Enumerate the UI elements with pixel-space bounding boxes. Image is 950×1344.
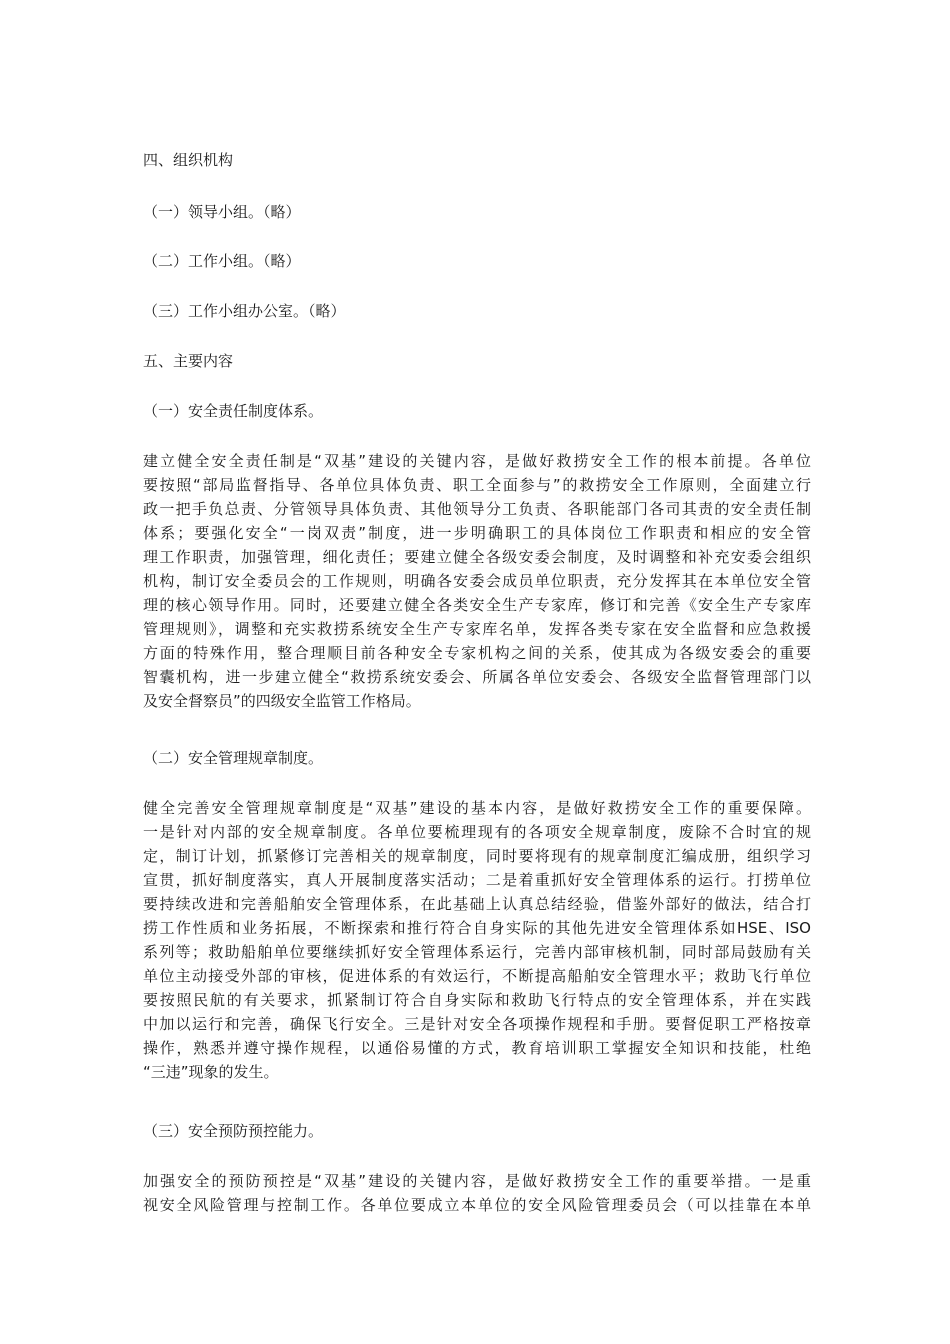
paragraph-line: 健全完善安全管理规章制度是“双基”建设的基本内容，是做好救捞安全工作的重要保障。: [143, 799, 811, 817]
paragraph-line: 政一把手负总责、分管领导具体负责、其他领导分工负责、各职能部门各司其责的安全责任制: [143, 500, 811, 518]
subheading-prevention-control: （三）安全预防预控能力。: [143, 1122, 324, 1140]
paragraph-line: “三违”现象的发生。: [143, 1063, 279, 1081]
paragraph-line: 理的核心领导作用。同时，还要建立健全各类安全生产专家库，修订和完善《安全生产专家库: [143, 596, 811, 614]
paragraph-line: 建立健全安全责任制是“双基”建设的关键内容，是做好救捞安全工作的根本前提。各单位: [143, 452, 811, 470]
subheading-working-group-office: （三）工作小组办公室。（略）: [143, 302, 346, 320]
paragraph-line: 定，制订计划，抓紧修订完善相关的规章制度，同时要将现有的规章制度汇编成册，组织学习: [143, 847, 811, 865]
paragraph-safety-regulations: [143, 796, 811, 1084]
subheading-leadership-group: （一）领导小组。（略）: [143, 203, 301, 221]
paragraph-line: 捞工作性质和业务拓展，不断探索和推行符合自身实际的其他先进安全管理体系如HSE、ISO: [143, 919, 811, 937]
subheading-responsibility-system: （一）安全责任制度体系。: [143, 402, 324, 420]
paragraph-line: 中加以运行和完善，确保飞行安全。三是针对安全各项操作规程和手册。要督促职工严格按章: [143, 1015, 811, 1033]
paragraph-line: 要按照“部局监督指导、各单位具体负责、职工全面参与”的救捞安全工作原则，全面建立行: [143, 476, 811, 494]
paragraph-line: 要持续改进和完善船舶安全管理体系，在此基础上认真总结经验，借鉴外部好的做法，结合打: [143, 895, 811, 913]
paragraph-line: 管理规则》，调整和充实救捞系统安全生产专家库名单，发挥各类专家在安全监督和应急救援: [143, 620, 811, 638]
paragraph-line: 智囊机构，进一步建立健全“救捞系统安委会、所属各单位安委会、各级安全监督管理部门以: [143, 668, 811, 686]
paragraph-responsibility-system: [143, 449, 811, 713]
paragraph-line: 宣贯，抓好制度落实，真人开展制度落实活动；二是着重抓好安全管理体系的运行。打捞单位: [143, 871, 811, 889]
paragraph-line: 要按照民航的有关要求，抓紧制订符合自身实际和救助飞行特点的安全管理体系，并在实践: [143, 991, 811, 1009]
paragraph-line: 操作，熟悉并遵守操作规程，以通俗易懂的方式，教育培训职工掌握安全知识和技能，杜绝: [143, 1039, 811, 1057]
section-heading-5: 五、主要内容: [143, 352, 234, 370]
paragraph-line: 一是针对内部的安全规章制度。各单位要梳理现有的各项安全规章制度，废除不合时宜的规: [143, 823, 811, 841]
paragraph-line: 方面的特殊作用，整合理顺目前各种安全专家机构之间的关系，使其成为各级安委会的重要: [143, 644, 811, 662]
paragraph-line: 加强安全的预防预控是“双基”建设的关键内容，是做好救捞安全工作的重要举措。一是重: [143, 1172, 811, 1190]
paragraph-prevention-control: [143, 1169, 811, 1217]
paragraph-line: 体系；要强化安全“一岗双责”制度，进一步明确职工的具体岗位工作职责和相应的安全管: [143, 524, 811, 542]
paragraph-line: 机构，制订安全委员会的工作规则，明确各安委会成员单位职责，充分发挥其在本单位安全管: [143, 572, 811, 590]
subheading-safety-regulations: （二）安全管理规章制度。: [143, 749, 324, 767]
subheading-working-group: （二）工作小组。（略）: [143, 252, 301, 270]
section-heading-4: 四、组织机构: [143, 151, 234, 169]
paragraph-line: 理工作职责，加强管理，细化责任；要建立健全各级安委会制度，及时调整和补充安委会组织: [143, 548, 811, 566]
paragraph-line: 系列等；救助船舶单位要继续抓好安全管理体系运行，完善内部审核机制，同时部局鼓励有关: [143, 943, 811, 961]
paragraph-line: 视安全风险管理与控制工作。各单位要成立本单位的安全风险管理委员会（可以挂靠在本单: [143, 1196, 811, 1214]
paragraph-line: 单位主动接受外部的审核，促进体系的有效运行，不断提高船舶安全管理水平；救助飞行单位: [143, 967, 811, 985]
paragraph-line: 及安全督察员”的四级安全监管工作格局。: [143, 692, 421, 710]
